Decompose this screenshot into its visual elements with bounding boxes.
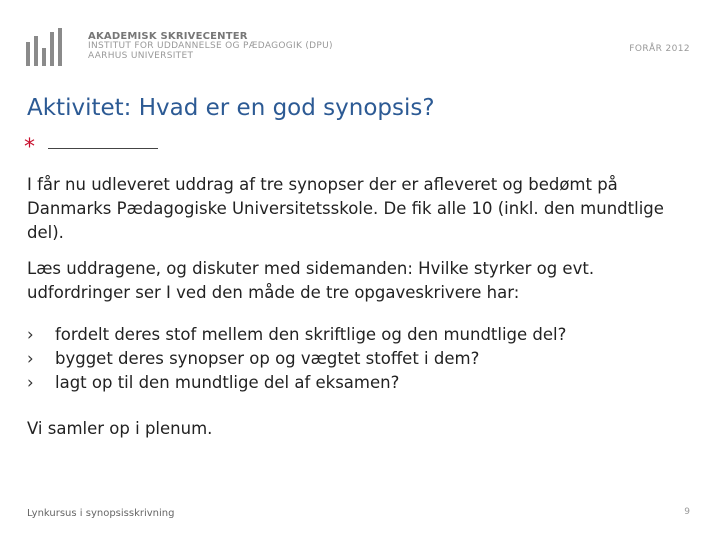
task-paragraph: Læs uddragene, og diskuter med sidemanden: Hvilke styrker og evt. udfordringer ser I ved den måde de tre opgaveskrivere har: (27, 259, 595, 302)
list-item (27, 371, 697, 395)
au-logo-icon (24, 28, 68, 66)
list-item-text: bygget deres synopser op og vægtet stoffet i dem? (55, 349, 480, 368)
list-item-text: lagt op til den mundtlige del af eksamen? (55, 373, 400, 392)
slide-body (27, 173, 697, 453)
question-list (27, 323, 697, 395)
list-item-text: fordelt deres stof mellem den skriftlige og den mundtlige del? (55, 325, 567, 344)
footer-course-title: Lynkursus i synopsisskrivning (27, 508, 175, 519)
chevron-right-icon: › (27, 349, 34, 368)
org-university: AARHUS UNIVERSITET (88, 50, 194, 61)
list-item (27, 323, 697, 347)
title-divider (48, 148, 158, 149)
organization-block (88, 31, 333, 62)
list-item (27, 347, 697, 371)
chevron-right-icon: › (27, 373, 34, 392)
closing-paragraph: Vi samler op i plenum. (27, 419, 213, 438)
org-name: AKADEMISK SKRIVECENTER (88, 31, 248, 42)
org-institute: INSTITUT FOR UDDANNELSE OG PÆDAGOGIK (DPU) (88, 41, 333, 51)
slide-title: Aktivitet: Hvad er en god synopsis? (27, 95, 435, 121)
chevron-right-icon: › (27, 325, 34, 344)
star-icon: * (24, 135, 35, 160)
intro-paragraph: I får nu udleveret uddrag af tre synopser der er afleveret og bedømt på Danmarks Pædagogiske Universitetsskole. De fik alle 10 (inkl. den mundtlige del). (27, 175, 664, 242)
semester-label: FORÅR 2012 (629, 44, 690, 54)
page-number: 9 (684, 507, 690, 517)
